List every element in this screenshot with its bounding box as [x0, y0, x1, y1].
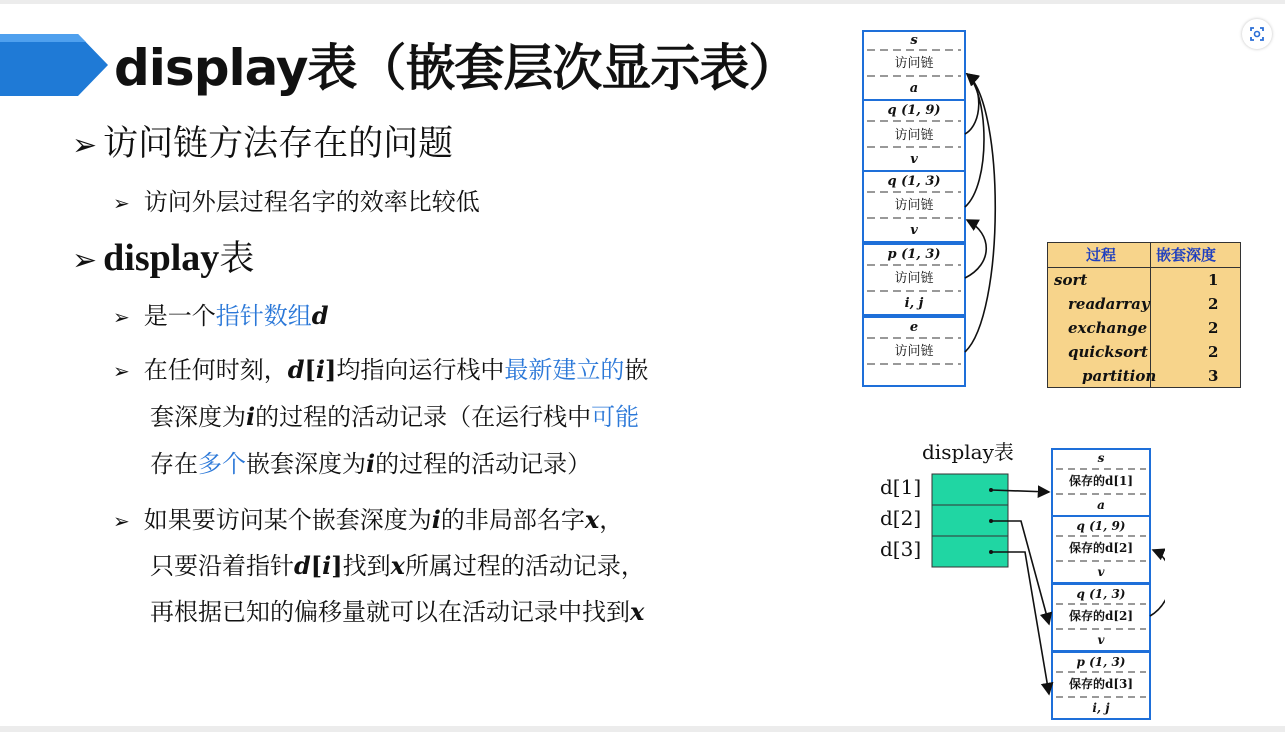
- screen-capture-icon[interactable]: [1242, 19, 1272, 49]
- table-depth-exchange: 2: [1208, 319, 1219, 337]
- stack1-cell-q19: q (1, 9): [887, 103, 941, 118]
- bullet-display-table: ➢ display表: [72, 237, 255, 279]
- stack1-cell-p13: p (1, 3): [887, 247, 941, 262]
- stack2-cell-saved-d3: 保存的d[3]: [1068, 677, 1134, 691]
- stack2-cell-v: v: [1097, 633, 1105, 647]
- table-row-partition: partition: [1082, 367, 1157, 385]
- display-table-label: display表: [922, 440, 1014, 464]
- table-header-procedure: 过程: [1086, 246, 1117, 264]
- stack1-cell-ij: i, j: [904, 296, 924, 311]
- stack1-cell-e: e: [909, 320, 919, 335]
- stack2-cell-ij: i, j: [1092, 701, 1110, 715]
- stack2-cell-p13: p (1, 3): [1076, 655, 1126, 669]
- stack1-cell-access-link: 访问链: [894, 344, 934, 359]
- stack1-cell-v: v: [910, 152, 918, 167]
- stack1-cell-access-link: 访问链: [894, 271, 934, 286]
- table-row-sort: sort: [1054, 271, 1088, 289]
- display-d3-label: d[3]: [880, 537, 922, 561]
- stack2-cell-saved-d2: 保存的d[2]: [1068, 541, 1134, 555]
- sub-bullet-efficiency: ➢ 访问外层过程名字的效率比较低: [113, 188, 480, 216]
- display-d2-label: d[2]: [880, 506, 922, 530]
- table-row-exchange: exchange: [1068, 319, 1148, 337]
- bullet-access-link-problem: ➢ 访问链方法存在的问题: [72, 124, 454, 164]
- bullet-arrow-icon: ➢: [72, 243, 98, 278]
- table-depth-sort: 1: [1208, 271, 1219, 289]
- bullet-arrow-icon: ➢: [113, 359, 130, 383]
- page-title: display表（嵌套层次显示表）: [114, 39, 798, 97]
- sub-bullet-access-nonlocal-line3: 再根据已知的偏移量就可以在活动记录中找到x: [150, 597, 645, 626]
- sub-bullet-di-points-line2: 套深度为i的过程的活动记录（在运行栈中可能: [150, 402, 640, 431]
- stack1-cell-q13: q (1, 3): [887, 174, 941, 189]
- stack1-cell-access-link: 访问链: [894, 56, 934, 71]
- table-row-readarray: readarray: [1068, 295, 1150, 313]
- stack2-cell-saved-d1: 保存的d[1]: [1068, 474, 1134, 488]
- sub-bullet-pointer-array: ➢ 是一个指针数组d: [113, 301, 329, 330]
- bullet-arrow-icon: ➢: [72, 128, 98, 163]
- sub-bullet-di-points: ➢ 在任何时刻，d[i]均指向运行栈中最新建立的嵌: [113, 355, 649, 384]
- stack1-cell-a: a: [909, 81, 919, 96]
- screen-capture-glyph-icon: [1242, 19, 1272, 49]
- sub-bullet-access-nonlocal: ➢ 如果要访问某个嵌套深度为i的非局部名字x，: [113, 505, 624, 534]
- table-depth-quicksort: 2: [1208, 343, 1219, 361]
- stack1-cell-access-link: 访问链: [894, 198, 934, 213]
- stack2-cell-q19: q (1, 9): [1076, 519, 1126, 533]
- bullet-arrow-icon: ➢: [113, 509, 130, 533]
- stack1-cell-v: v: [910, 223, 918, 238]
- slide: [0, 4, 1285, 726]
- bullet-arrow-icon: ➢: [113, 305, 130, 329]
- stack2-cell-s: s: [1097, 451, 1105, 465]
- sub-bullet-access-nonlocal-line2: 只要沿着指针d[i]找到x所属过程的活动记录，: [150, 551, 645, 580]
- stack2-cell-saved-d2: 保存的d[2]: [1068, 609, 1134, 623]
- stack2-cell-a: a: [1097, 498, 1105, 512]
- table-header-depth: 嵌套深度: [1156, 246, 1217, 264]
- table-depth-partition: 3: [1208, 367, 1219, 385]
- table-depth-readarray: 2: [1208, 295, 1219, 313]
- display-d1-label: d[1]: [880, 475, 922, 499]
- sub-bullet-di-points-line3: 存在多个嵌套深度为i的过程的活动记录）: [150, 449, 592, 478]
- title-banner-shape: [0, 34, 108, 96]
- stack2-cell-q13: q (1, 3): [1076, 587, 1126, 601]
- stack2-cell-v: v: [1097, 565, 1105, 579]
- stack1-cell-access-link: 访问链: [894, 128, 934, 143]
- bullet-arrow-icon: ➢: [113, 191, 130, 215]
- table-row-quicksort: quicksort: [1068, 343, 1148, 361]
- stack1-cell-s: s: [910, 33, 918, 48]
- nesting-depth-table: [1047, 242, 1241, 388]
